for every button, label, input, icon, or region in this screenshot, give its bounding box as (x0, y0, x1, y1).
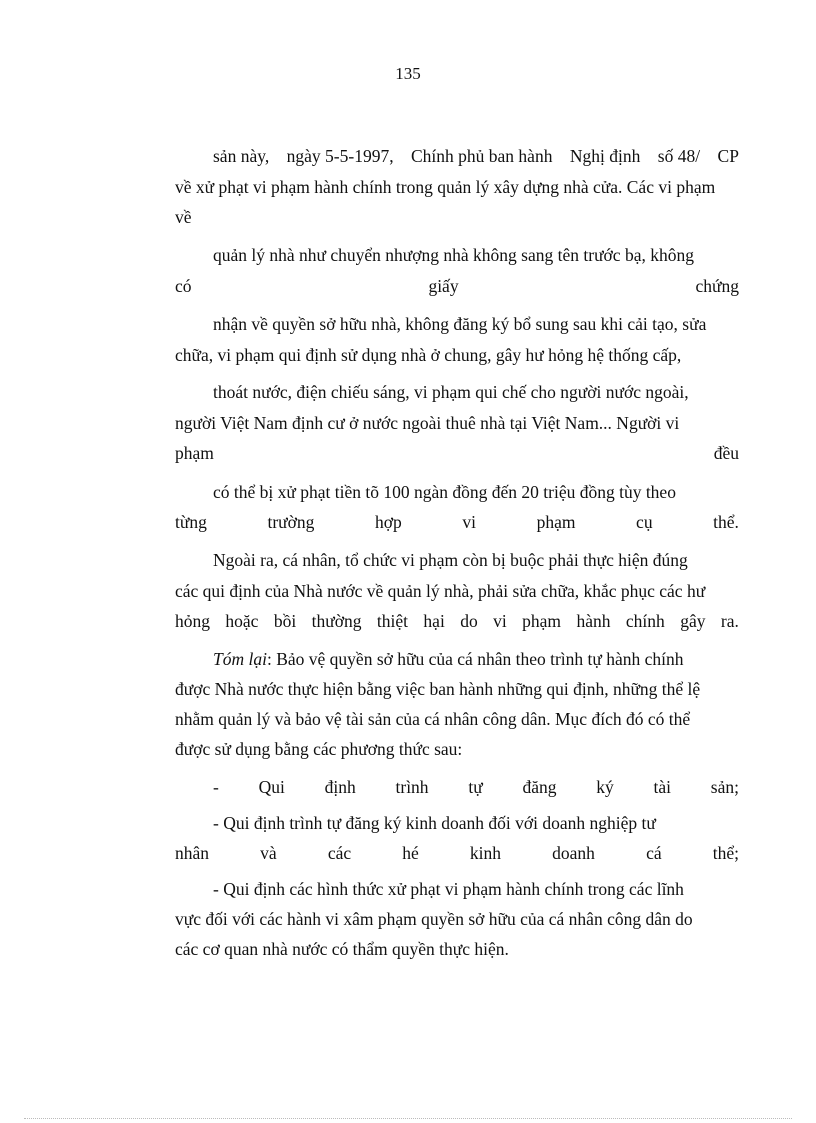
line-content (175, 176, 715, 198)
text-line (213, 145, 739, 167)
text-line (213, 776, 739, 798)
word: định (324, 777, 356, 797)
line-text: vực đối với các hành vi xâm phạm quyền sở hữu của cá nhân công dân do (175, 909, 693, 929)
line-text: nhằm quản lý và bảo vệ tài sản của cá nhân công dân. Mục đích đó có thể (175, 709, 691, 729)
word: Qui (258, 777, 285, 797)
word: cá (646, 843, 662, 863)
line-content (213, 812, 656, 834)
line-text: nhận về quyền sở hữu nhà, không đăng ký bổ sung sau khi cải tạo, sửa (213, 314, 707, 334)
word: do (460, 611, 478, 631)
word: Nghị định (569, 146, 641, 166)
text-line (213, 381, 739, 403)
word: trường (267, 512, 315, 532)
line-content (213, 381, 689, 403)
text-line (213, 244, 739, 266)
word: phạm (522, 611, 562, 631)
word: thể; (712, 843, 739, 863)
line-text: - Qui định trình tự đăng ký kinh doanh đối với doanh nghiệp tư (213, 813, 656, 833)
line-text: về xử phạt vi phạm hành chính trong quản lý xây dựng nhà cửa. Các vi phạm (175, 177, 716, 197)
line-content (175, 344, 681, 366)
word: chính (625, 611, 665, 631)
word: vi (493, 611, 507, 631)
text-line (175, 442, 739, 464)
word: các (327, 843, 352, 863)
text-line (213, 648, 739, 670)
line-text: : Bảo vệ quyền sở hữu của cá nhân theo trình tự hành chính (266, 649, 684, 669)
word: trình (395, 777, 429, 797)
line-text: chữa, vi phạm qui định sử dụng nhà ở chung, gây hư hỏng hệ thống cấp, (175, 345, 682, 365)
word: sản; (710, 777, 739, 797)
text-line (213, 812, 739, 834)
italic-lead: Tóm lại (213, 649, 267, 669)
page-bottom-rule (24, 1118, 792, 1119)
line-text: quản lý nhà như chuyển nhượng nhà không sang tên trước bạ, không (213, 245, 694, 265)
word: hành (576, 611, 611, 631)
line-content (213, 244, 694, 266)
text-line (175, 412, 739, 434)
line-content (213, 481, 676, 503)
line-text: thoát nước, điện chiếu sáng, vi phạm qui chế cho người nước ngoài, (213, 382, 689, 402)
word: doanh (552, 843, 595, 863)
word: giấy (428, 276, 459, 296)
word: thiệt (376, 611, 409, 631)
line-content (213, 549, 688, 571)
line-text: có thể bị xử phạt tiền tõ 100 ngàn đồng đến 20 triệu đồng tùy theo (213, 482, 676, 502)
word: ký (596, 777, 614, 797)
word: gây (680, 611, 706, 631)
word: thường (311, 611, 362, 631)
word: hại (423, 611, 445, 631)
page-number: 135 (395, 64, 421, 83)
word: sản này, (213, 146, 270, 166)
word: ngày 5-5-1997, (286, 146, 394, 166)
word: tài (653, 777, 672, 797)
line-text: - Qui định các hình thức xử phạt vi phạm hành chính trong các lĩnh (213, 879, 684, 899)
line-content (213, 313, 706, 335)
line-text: được Nhà nước thực hiện bằng việc ban hành những qui định, những thể lệ (175, 679, 701, 699)
text-line (175, 738, 739, 760)
word: và (260, 843, 277, 863)
word: Chính phủ ban hành (411, 146, 553, 166)
word: số 48/ (657, 146, 701, 166)
word: ra. (720, 611, 739, 631)
line-text: các cơ quan nhà nước có thẩm quyền thực hiện. (175, 939, 509, 959)
word: bồi (273, 611, 297, 631)
line-content (175, 580, 705, 602)
line-text: về (175, 207, 192, 227)
line-content (213, 878, 684, 900)
word: đăng (522, 777, 557, 797)
word: hoặc (225, 611, 259, 631)
word: nhân (175, 843, 210, 863)
text-line (175, 938, 739, 960)
word: tự (468, 777, 483, 797)
word: hỏng (175, 611, 210, 631)
text-line (213, 878, 739, 900)
line-content (175, 207, 192, 227)
word: cụ (636, 512, 653, 532)
word: kinh (469, 843, 502, 863)
text-line (213, 313, 739, 335)
text-line (213, 481, 739, 503)
line-content (175, 739, 462, 759)
word: phạm (536, 512, 576, 532)
word: vi (462, 512, 476, 532)
text-line (175, 206, 739, 228)
text-line (175, 678, 739, 700)
text-line (175, 275, 739, 297)
word: đều (713, 443, 739, 463)
text-line (175, 511, 739, 533)
text-line (175, 610, 739, 632)
word: phạm (175, 443, 214, 463)
word: chứng (695, 276, 739, 296)
line-content (175, 939, 509, 959)
word: - (213, 777, 219, 797)
text-line (175, 908, 739, 930)
text-line (175, 580, 739, 602)
word: có (175, 276, 192, 296)
text-line (213, 549, 739, 571)
line-text: các qui định của Nhà nước về quản lý nhà, phải sửa chữa, khắc phục các hư (175, 581, 706, 601)
line-content (175, 412, 679, 434)
text-line (175, 842, 739, 864)
line-content (213, 648, 684, 670)
line-text: được sử dụng bằng các phương thức sau: (175, 739, 463, 759)
word: hợp (374, 512, 402, 532)
line-content (175, 678, 700, 700)
text-line (175, 344, 739, 366)
word: hé (402, 843, 419, 863)
line-content (175, 708, 690, 730)
word: CP (717, 146, 739, 166)
line-text: người Việt Nam định cư ở nước ngoài thuê nhà tại Việt Nam... Người vi (175, 413, 680, 433)
line-content (175, 908, 693, 930)
line-text: Ngoài ra, cá nhân, tổ chức vi phạm còn bị buộc phải thực hiện đúng (213, 550, 688, 570)
word: từng (175, 512, 207, 532)
text-line (175, 176, 739, 198)
text-line (175, 708, 739, 730)
word: thể. (713, 512, 739, 532)
